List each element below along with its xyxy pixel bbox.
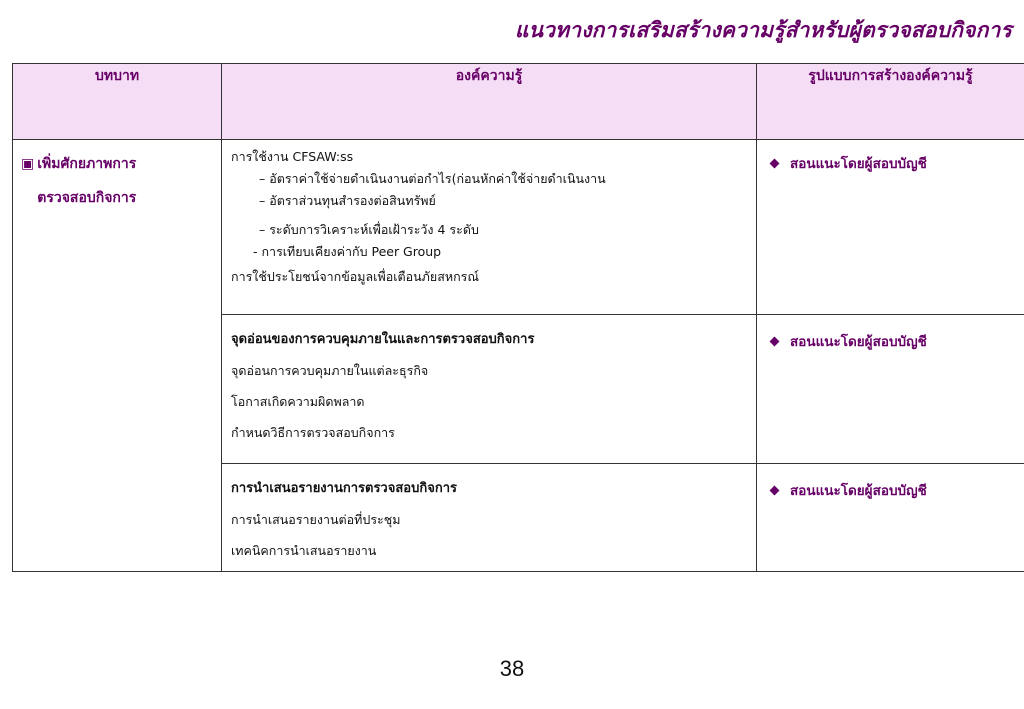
format-cell [757,464,1024,572]
knowledge-heading: การใช้งาน CFSAW:ss [231,149,354,164]
knowledge-cell [222,140,757,315]
page-title: แนวทางการเสริมสร้างความรู้สำหรับผู้ตรวจสอบกิจการ [514,18,1012,42]
format-cell [757,140,1024,315]
knowledge-item: – ระดับการวิเคราะห์เพื่อเฝ้าระวัง 4 ระดับ [259,222,479,237]
knowledge-cell [222,315,757,464]
page-number: 38 [499,656,525,681]
format-label: สอนแนะโดยผู้สอบบัญชี [790,483,927,499]
knowledge-heading: การนำเสนอรายงานการตรวจสอบกิจการ [231,481,457,496]
table-header-row [13,64,1024,140]
format-cell [757,315,1024,464]
format-label: สอนแนะโดยผู้สอบบัญชี [790,156,927,172]
knowledge-item: จุดอ่อนการควบคุมภายในแต่ละธุรกิจ [231,363,429,378]
knowledge-item: – อัตราส่วนทุนสำรองต่อสินทรัพย์ [259,193,436,208]
diamond-bullet-icon [770,158,780,168]
knowledge-table [12,63,1024,572]
header-knowledge: องค์ความรู้ [222,64,757,140]
role-line-2: ตรวจสอบกิจการ [37,190,137,206]
knowledge-item: โอกาสเกิดความผิดพลาด [231,394,365,409]
knowledge-cell [222,464,757,572]
knowledge-item: – อัตราค่าใช้จ่ายดำเนินงานต่อกำไร(ก่อนหักค่าใช้จ่ายดำเนินงาน [259,171,606,186]
knowledge-item: กำหนดวิธีการตรวจสอบกิจการ [231,425,395,440]
knowledge-item: - การเทียบเคียงค่ากับ Peer Group [253,244,442,259]
knowledge-heading: จุดอ่อนของการควบคุมภายในและการตรวจสอบกิจการ [231,332,535,347]
header-format: รูปแบบการสร้างองค์ความรู้ [757,64,1024,140]
format-label: สอนแนะโดยผู้สอบบัญชี [790,334,927,350]
knowledge-footer: การใช้ประโยชน์จากข้อมูลเพื่อเตือนภัยสหกรณ์ [231,269,479,284]
header-role: บทบาท [13,64,222,140]
diamond-bullet-icon [770,485,780,495]
knowledge-item: การนำเสนอรายงานต่อที่ประชุม [231,512,401,527]
diamond-bullet-icon [770,336,780,346]
table-row [13,140,1024,315]
role-line-1: เพิ่มศักยภาพการ [37,156,137,172]
role-cell [13,140,222,572]
knowledge-item: เทคนิคการนำเสนอรายงาน [231,543,377,558]
square-bullet-icon: ▣ [21,156,35,172]
